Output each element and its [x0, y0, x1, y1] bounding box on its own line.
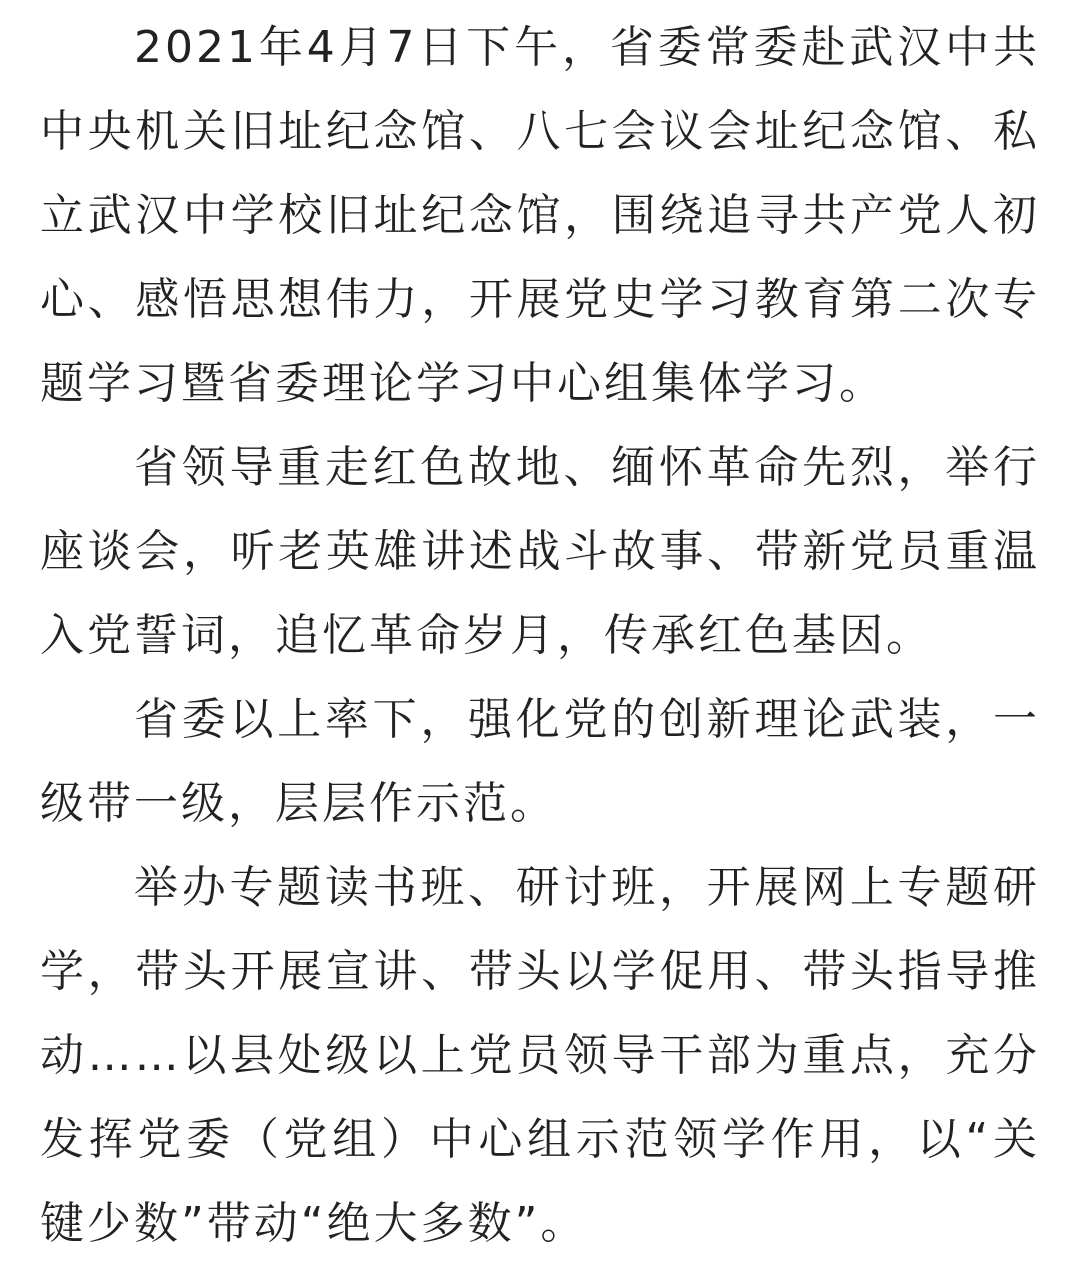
paragraph-leading-by-example: 省委以上率下，强化党的创新理论武装，一级带一级，层层作示范。 — [40, 694, 1040, 829]
article-body — [40, 6, 1040, 1266]
paragraph-study-event: 2021年4月7日下午，省委常委赴武汉中共中央机关旧址纪念馆、八七会议会址纪念馆、私立武汉中学校旧址纪念馆，围绕追寻共产党人初心、感悟思想伟力，开展党史学习教育第二次专题学习暨省委理论学习中心组集体学习。 — [40, 22, 1040, 409]
paragraph-red-heritage: 省领导重走红色故地、缅怀革命先烈，举行座谈会，听老英雄讲述战斗故事、带新党员重温入党誓词，追忆革命岁月，传承红色基因。 — [40, 442, 1040, 661]
paragraph-study-activities: 举办专题读书班、研讨班，开展网上专题研学，带头开展宣讲、带头以学促用、带头指导推动……以县处级以上党员领导干部为重点，充分发挥党委（党组）中心组示范领学作用，以“关键少数”带动“绝大多数”。 — [40, 862, 1040, 1249]
